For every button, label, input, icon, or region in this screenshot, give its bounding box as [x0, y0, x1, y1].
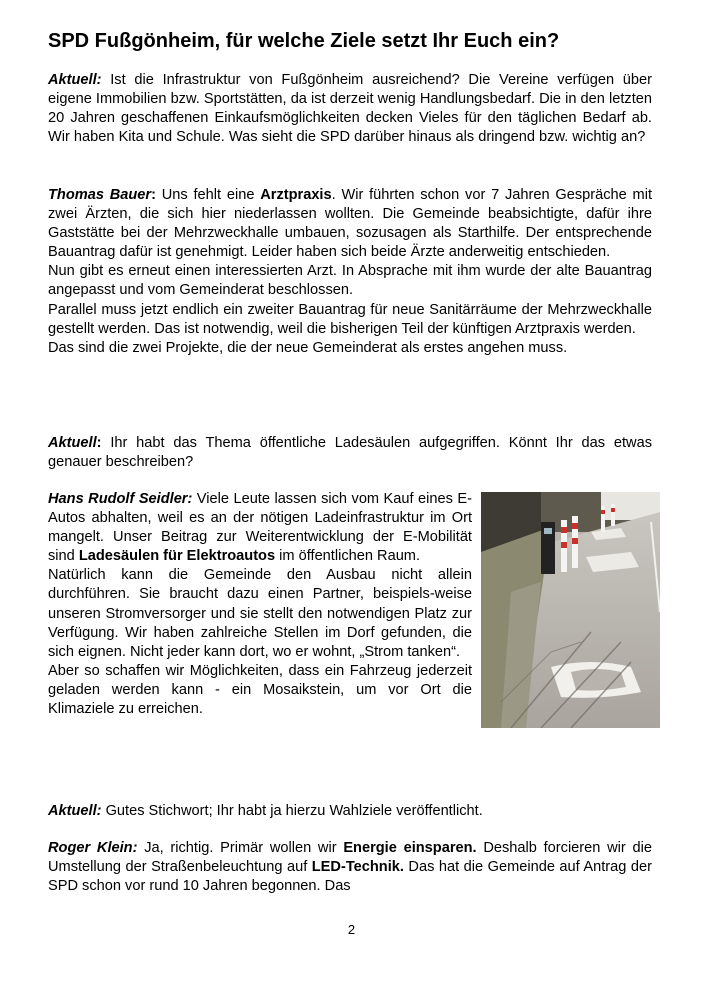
question-ladesaeulen: Aktuell: Ihr habt das Thema öffentliche Ladesäulen aufgegriffen. Könnt Ihr das etwas genauer beschreiben? — [48, 435, 652, 471]
bold-keyword: Energie einsparen. — [343, 840, 477, 856]
question-infrastructure — [48, 71, 652, 147]
speaker-label: Roger Klein: — [48, 840, 138, 856]
answer-arztpraxis: Thomas Bauer: Uns fehlt eine Arztpraxis. Wir führten schon vor 7 Jahren Gespräche mit zwei Ärzten, die sich hier niederlassen wollten. Die Gemeinde beabsichtigte, dafür ihre Gaststätte bei der Mehrzweckhalle umbauen, sozusagen als Starthilfe. Der entsprechende Bauantrag dafür ist genehmigt. Leider haben sich beide Ärzte anderweitig entschieden. Nun gibt es erneut einen interessierten Arzt. In Absprache mit ihm wurde der alte Bauantrag angepasst und vom Gemeinderat beschlossen. Parallel muss jetzt endlich ein zweiter Bauantrag für neue Sanitärräume der Mehrzweckhalle gestellt werden. Das ist notwendig, weil die bisherigen Teil der künftigen Arztpraxis werden. Das sind die zwei Projekte, die der neue Gemeinderat als erstes angehen muss. — [48, 186, 652, 358]
question-text: Gutes Stichwort; Ihr habt ja hierzu Wahlziele veröffentlicht. — [101, 803, 483, 819]
question-text: Ist die Infrastruktur von Fußgönheim ausreichend? Die Vereine verfügen über eigene Immobilien bzw. Sportstätten, da ist derzeit wenig Handlungsbedarf. Die in den letzten 20 Jahren geschaffenen Einkaufsmöglichkeiten decken Vieles für den täglichen Bedarf ab. Wir haben Kita und Schule. Was sieht die SPD darüber hinaus als dringend bzw. wichtig an? — [48, 72, 652, 146]
charging-station-photo — [481, 492, 660, 728]
speaker-label: Aktuell — [48, 435, 97, 451]
answer-emobility: Hans Rudolf Seidler: Viele Leute lassen sich vom Kauf eines E-Autos abhalten, weil es an der nötigen Ladeinfrastruktur im Ort mangelt. Unser Beitrag zur Weiterentwicklung der E-Mobilität sind Ladesäulen für Elektroautos im öffentlichen Raum. Natürlich kann die Gemeinde den Ausbau nicht allein durchführen. Sie braucht dazu einen Partner, beispiels-weise unseren Stromversorger und sie stellt den notwendigen Platz zur Verfügung. Wir haben zahlreiche Stellen im Dorf gefunden, die sich eignen. Nicht jeder kann dort, wo er wohnt, „Strom tanken“. Aber so schaffen wir Möglichkeiten, dass ein Fahrzeug jederzeit geladen werden kann - ein Mosaikstein, um vor Ort die Klimaziele zu erreichen. — [48, 490, 472, 719]
answer-paragraph: Natürlich kann die Gemeinde den Ausbau nicht allein durchführen. Sie braucht dazu einen Partner, beispiels-weise unseren Stromversorger und sie stellt den notwendigen Platz zur Verfügung. Wir haben zahlreiche Stellen im Dorf gefunden, die sich eignen. Nicht jeder kann dort, wo er wohnt, „Strom tanken“. — [48, 567, 472, 660]
speaker-label: Hans Rudolf Seidler: — [48, 491, 193, 507]
speaker-label: Aktuell: — [48, 72, 102, 88]
question-text: Ihr habt das Thema öffentliche Ladesäulen aufgegriffen. Könnt Ihr das etwas genauer beschreiben? — [48, 435, 652, 471]
bold-keyword: LED-Technik. — [311, 859, 404, 876]
answer-paragraph: Das sind die zwei Projekte, die der neue Gemeinderat als erstes angehen muss. — [48, 339, 568, 356]
page-number: 2 — [347, 922, 356, 937]
answer-paragraph: Aber so schaffen wir Möglichkeiten, dass ein Fahrzeug jederzeit geladen werden kann - ein Mosaikstein, um vor Ort die Klimaziele zu erreichen. — [48, 662, 472, 718]
answer-paragraph: Parallel muss jetzt endlich ein zweiter Bauantrag für neue Sanitärräume der Mehrzweckhalle gestellt werden. Das ist notwendig, weil die bisherigen Teil der künftigen Arztpraxis werden. — [48, 301, 652, 337]
speaker-label: Aktuell: — [48, 803, 102, 819]
page-title: SPD Fußgönheim, für welche Ziele setzt Ihr Euch ein? — [48, 30, 560, 52]
bold-keyword: Ladesäulen für Elektroautos — [78, 548, 276, 565]
answer-paragraph: Nun gibt es erneut einen interessierten Arzt. In Absprache mit ihm wurde der alte Bauantrag angepasst und vom Gemeinderat beschlossen. — [48, 263, 652, 299]
speaker-label: Thomas Bauer — [48, 187, 152, 203]
answer-energie: Roger Klein: Ja, richtig. Primär wollen wir Energie einsparen. Deshalb forcieren wir die Umstellung der Straßenbeleuchtung auf LED-Technik. Das hat die Gemeinde auf Antrag der SPD schon vor rund 10 Jahren begonnen. Das — [48, 840, 652, 895]
question-wahlziele — [48, 802, 652, 821]
bold-keyword: Arztpraxis — [260, 187, 332, 203]
